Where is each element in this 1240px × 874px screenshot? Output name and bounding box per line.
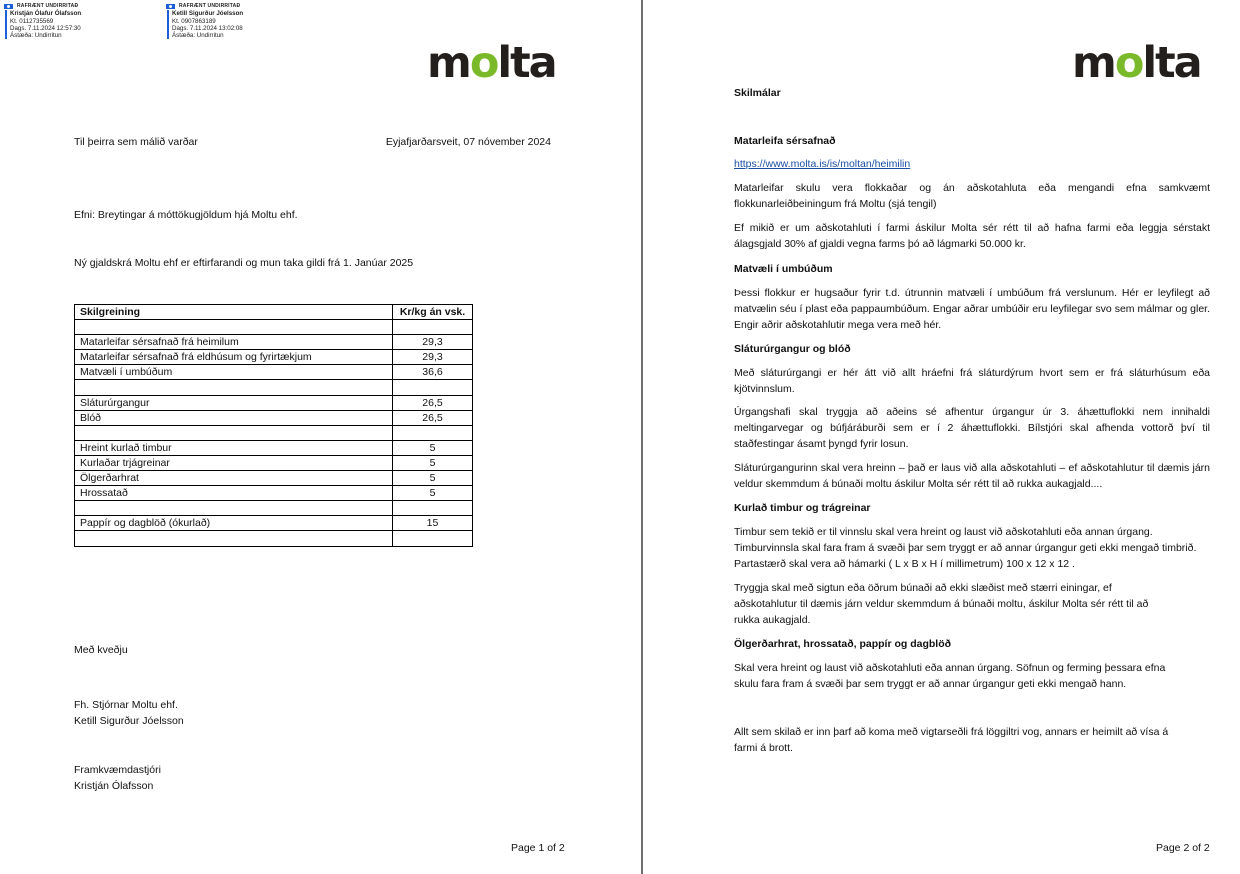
table-row xyxy=(75,471,473,486)
category-cell xyxy=(75,501,393,516)
table-row xyxy=(75,410,473,425)
column-header: Kr/kg án vsk. xyxy=(393,305,473,320)
price-cell xyxy=(393,380,473,395)
table-row xyxy=(75,440,473,455)
paragraph: Timbur sem tekið er til vinnslu skal vera hreint og laust við aðskotahluti eða annan úrgang. Timburvinnsla skal fara fram á svæði þar sem tryggt er að annar úrgangur geti ekki mengað timbrið. Partastærð skal vera að hámarki ( L x B x H í millimetrum) 100 x 12 x 12 . xyxy=(734,526,1197,570)
heimilin-link[interactable]: https://www.molta.is/is/moltan/heimilin xyxy=(734,158,911,170)
signature-header: RAFRÆNT UNDIRRITAÐ xyxy=(17,3,79,9)
paragraph: Skal vera hreint og laust við aðskotahluti eða annan úrgang. Söfnun og ferming þessara efna skulu fara fram á svæði þar sem tryggt er að annar úrgangur geti ekki mengað hann. xyxy=(734,662,1166,690)
page-number: Page 1 of 2 xyxy=(511,842,565,854)
category-cell xyxy=(75,320,393,335)
price-cell: 5 xyxy=(393,440,473,455)
price-cell xyxy=(393,501,473,516)
section-heading: Kurlað timbur og trágreinar xyxy=(734,502,871,514)
category-cell: Pappír og dagblöð (ókurlað) xyxy=(75,516,393,531)
signature-badge-icon xyxy=(4,4,13,9)
price-cell: 5 xyxy=(393,471,473,486)
table-row xyxy=(75,455,473,470)
table-row xyxy=(75,365,473,380)
section-heading: Ölgerðarhrat, hrossatað, pappír og dagblöð xyxy=(734,638,952,650)
signature-header: RAFRÆNT UNDIRRITAÐ xyxy=(179,3,241,9)
category-cell xyxy=(75,531,393,546)
paragraph: Þessi flokkur er hugsaður fyrir t.d. útrunnin matvæli í umbúðum frá verslunum. Hér er leyfilegt að matvælin séu í plast eða pappaumbúðum. Engar aðrar umbúðir eru leyfilegar svo sem málmar og gler. Engir aðrir aðskotahlutir mega vera með hér. xyxy=(734,287,1210,331)
paragraph: Með sláturúrgangi er hér átt við allt hráefni frá sláturdýrum hvort sem er frá sláturhúsum eða kjötvinnslum. xyxy=(734,367,1210,395)
table-row xyxy=(75,395,473,410)
signer-1-name: Ketill Sigurður Jóelsson xyxy=(74,715,184,727)
price-cell: 26,5 xyxy=(393,410,473,425)
paragraph: Ef mikið er um aðskotahluti í farmi áskilur Molta sér rétt til að hafna farmi eða leggja sérstakt álagsgjald 30% af gjaldi vegna farms þó að lágmarki 50.000 kr. xyxy=(734,222,1210,250)
section-heading: Matvæli í umbúðum xyxy=(734,263,833,275)
fee-table xyxy=(74,304,473,547)
table-row xyxy=(75,501,473,516)
signature-kt: Kt. 0112735569 xyxy=(10,17,54,25)
final-note: Allt sem skilað er inn þarf að koma með vigtarseðli frá löggiltri vog, annars er heimilt að vísa á farmi á brott. xyxy=(734,726,1169,754)
category-cell: Matvæli í umbúðum xyxy=(75,365,393,380)
page-number: Page 2 of 2 xyxy=(1156,842,1210,854)
table-row xyxy=(75,516,473,531)
signature-kt: Kt. 0907863189 xyxy=(172,17,216,25)
category-cell xyxy=(75,380,393,395)
price-cell xyxy=(393,531,473,546)
signature-name: Ketill Sigurður Jóelsson xyxy=(172,10,244,18)
electronic-signature-stamp xyxy=(166,3,243,39)
category-cell xyxy=(75,425,393,440)
signature-date: Dags. 7.11.2024 12:57:30 xyxy=(10,24,81,32)
signature-reason: Ástæða: Undirritun xyxy=(172,32,224,40)
table-row xyxy=(75,380,473,395)
recipient-line: Til þeirra sem málið varðar xyxy=(74,136,198,148)
signature-name: Kristján Ólafur Ólafsson xyxy=(10,10,82,18)
terms-title: Skilmálar xyxy=(734,87,781,99)
paragraph: Matarleifar skulu vera flokkaðar og án aðskotahluta eða mengandi efna samkvæmt flokkunarleiðbeiningum frá Moltu (sjá tengil) xyxy=(734,182,1210,210)
molta-logo: molta xyxy=(1072,38,1201,88)
signer-2-name: Kristján Ólafsson xyxy=(74,780,154,792)
price-cell: 29,3 xyxy=(393,335,473,350)
table-row xyxy=(75,350,473,365)
price-cell: 5 xyxy=(393,486,473,501)
section-heading: Sláturúrgangur og blóð xyxy=(734,343,851,355)
category-cell: Ölgerðarhrat xyxy=(75,471,393,486)
paragraph: Tryggja skal með sigtun eða öðrum búnaði að ekki slæðist með stærri einingar, ef aðskotahlutur til dæmis járn veldur skemmdum á búnaði moltu, áskilur Molta sér rétt til að rukka aukagjald. xyxy=(734,582,1149,626)
column-header: Skilgreining xyxy=(75,305,393,320)
table-header-row xyxy=(75,305,473,320)
price-cell xyxy=(393,425,473,440)
signer-2-title: Framkvæmdastjóri xyxy=(74,764,161,776)
section-heading: Matarleifa sérsafnað xyxy=(734,135,836,147)
closing: Með kveðju xyxy=(74,644,128,656)
table-row xyxy=(75,531,473,546)
signature-badge-icon xyxy=(166,4,175,9)
signer-1-title: Fh. Stjórnar Moltu ehf. xyxy=(74,699,178,711)
paragraph: Sláturúrgangurinn skal vera hreinn – það er laus við alla aðskotahluti – ef aðskotahlutur til dæmis járn veldur skemmdum á búnaði moltu áskilur Molta sér rétt til að rukka aukagjald.... xyxy=(734,462,1210,490)
price-cell: 29,3 xyxy=(393,350,473,365)
table-row xyxy=(75,425,473,440)
signature-date: Dags. 7.11.2024 13:02:08 xyxy=(172,24,243,32)
page-2 xyxy=(643,0,1240,874)
category-cell: Blóð xyxy=(75,410,393,425)
table-row xyxy=(75,320,473,335)
price-cell: 26,5 xyxy=(393,395,473,410)
electronic-signature-stamp xyxy=(4,3,81,39)
table-row xyxy=(75,486,473,501)
price-cell: 5 xyxy=(393,455,473,470)
category-cell: Matarleifar sérsafnað frá eldhúsum og fyrirtækjum xyxy=(75,350,393,365)
place-date: Eyjafjarðarsveit, 07 nóvember 2024 xyxy=(385,136,551,148)
category-cell: Kurlaðar trjágreinar xyxy=(75,455,393,470)
table-row xyxy=(75,335,473,350)
subject-line: Efni: Breytingar á móttökugjöldum hjá Moltu ehf. xyxy=(74,209,298,221)
signature-reason: Ástæða: Undirritun xyxy=(10,32,62,40)
category-cell: Hreint kurlað timbur xyxy=(75,440,393,455)
category-cell: Matarleifar sérsafnað frá heimilum xyxy=(75,335,393,350)
paragraph: Úrgangshafi skal tryggja að aðeins sé afhentur úrgangur úr 3. áhættuflokki nem innihaldi meltingarvegar og búfjáráburði sem er í 2 áhættuflokki. Bílstjóri skal afhenda vottorð því til staðfestingar ásamt þyngd fyrir losun. xyxy=(734,406,1210,450)
intro-line: Ný gjaldskrá Moltu ehf er eftirfarandi og mun taka gildi frá 1. Janúar 2025 xyxy=(74,257,414,269)
category-cell: Sláturúrgangur xyxy=(75,395,393,410)
price-cell: 15 xyxy=(393,516,473,531)
molta-logo: molta xyxy=(427,38,556,88)
category-cell: Hrossatað xyxy=(75,486,393,501)
price-cell xyxy=(393,320,473,335)
price-cell: 36,6 xyxy=(393,365,473,380)
